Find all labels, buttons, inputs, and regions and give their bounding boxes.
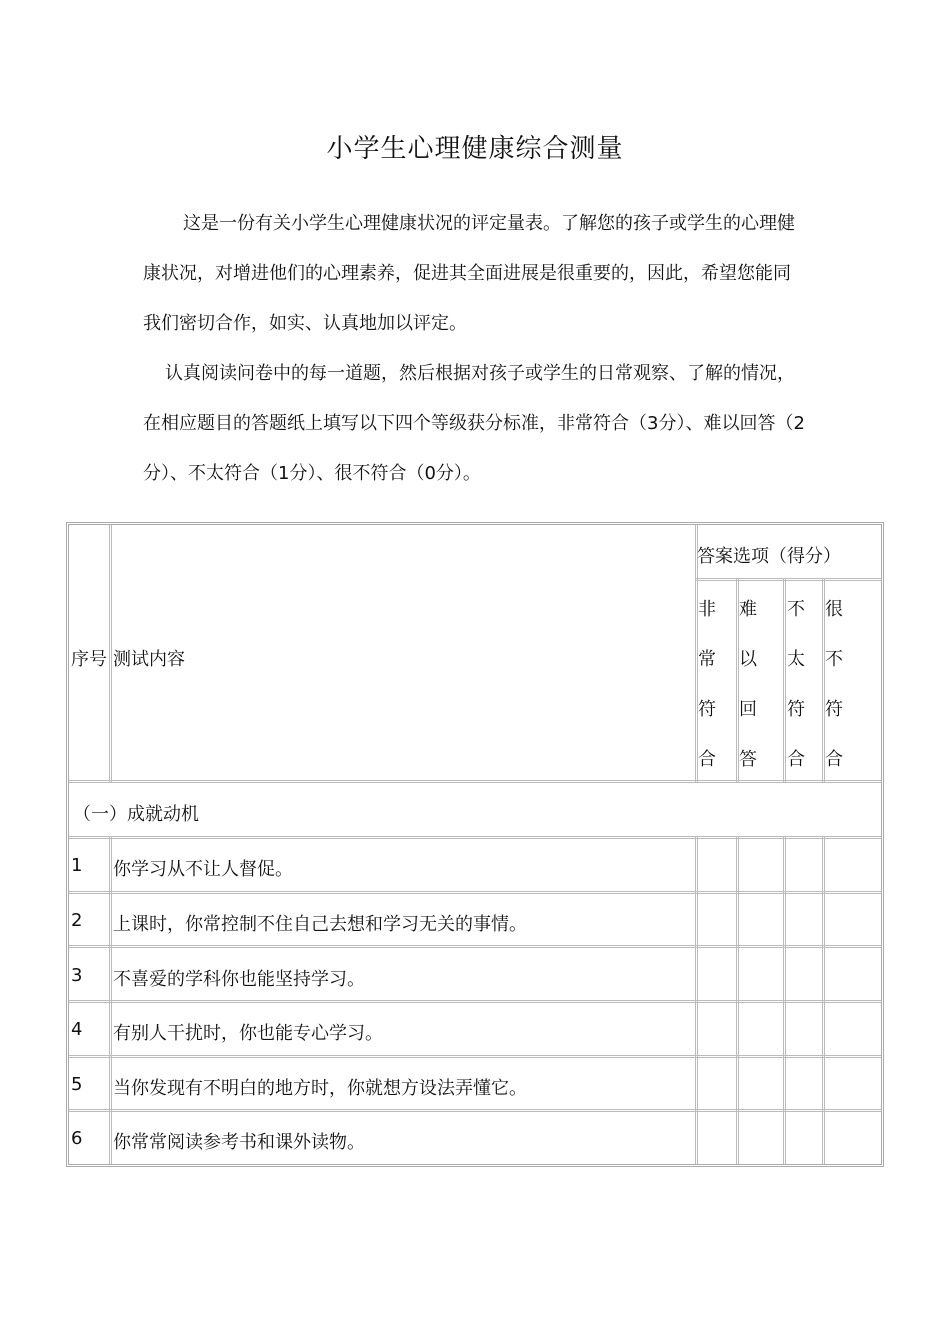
- option-header-very-consistent: 非常符合: [698, 599, 716, 770]
- row-question: 你常常阅读参考书和课外读物。: [113, 1132, 365, 1153]
- option-header-very-inconsistent: 很不符合: [825, 599, 843, 770]
- row-number: 1: [71, 855, 83, 876]
- column-header-content: 测试内容: [113, 649, 185, 670]
- row-question: 不喜爱的学科你也能坚持学习。: [113, 969, 365, 990]
- row-number: 6: [71, 1128, 83, 1149]
- intro-paragraph-2: 认真阅读问卷中的每一道题，然后根据对孩子或学生的日常观察、了解的情况，在相应题目的答题纸上填写以下四个等级获分标准，非常符合（3分）、难以回答（2分）、不太符合（1分）、很不符合（0分）。: [143, 363, 805, 484]
- intro-paragraph-1: 这是一份有关小学生心理健康状况的评定量表。了解您的孩子或学生的心理健康状况，对增进他们的心理素养，促进其全面进展是很重要的，因此，希望您能同我们密切合作，如实、认真地加以评定。: [143, 213, 795, 334]
- row-number: 4: [71, 1019, 83, 1040]
- column-header-number: 序号: [71, 649, 107, 670]
- option-header-not-very-consistent: 不太符合: [787, 599, 805, 770]
- row-number: 5: [71, 1074, 83, 1095]
- row-question: 当你发现有不明白的地方时，你就想方设法弄懂它。: [113, 1078, 527, 1099]
- row-question: 你学习从不让人督促。: [113, 859, 293, 880]
- row-number: 2: [71, 910, 83, 931]
- document-title: 小学生心理健康综合测量: [326, 134, 624, 164]
- row-question: 有别人干扰时，你也能专心学习。: [113, 1023, 383, 1044]
- option-header-hard-to-answer: 难以回答: [739, 599, 757, 770]
- answer-options-header: 答案选项（得分）: [697, 546, 841, 567]
- row-number: 3: [71, 965, 83, 986]
- section-title: （一）成就动机: [73, 804, 199, 825]
- row-question: 上课时，你常控制不住自己去想和学习无关的事情。: [113, 914, 527, 935]
- questionnaire-table: [66, 522, 884, 1167]
